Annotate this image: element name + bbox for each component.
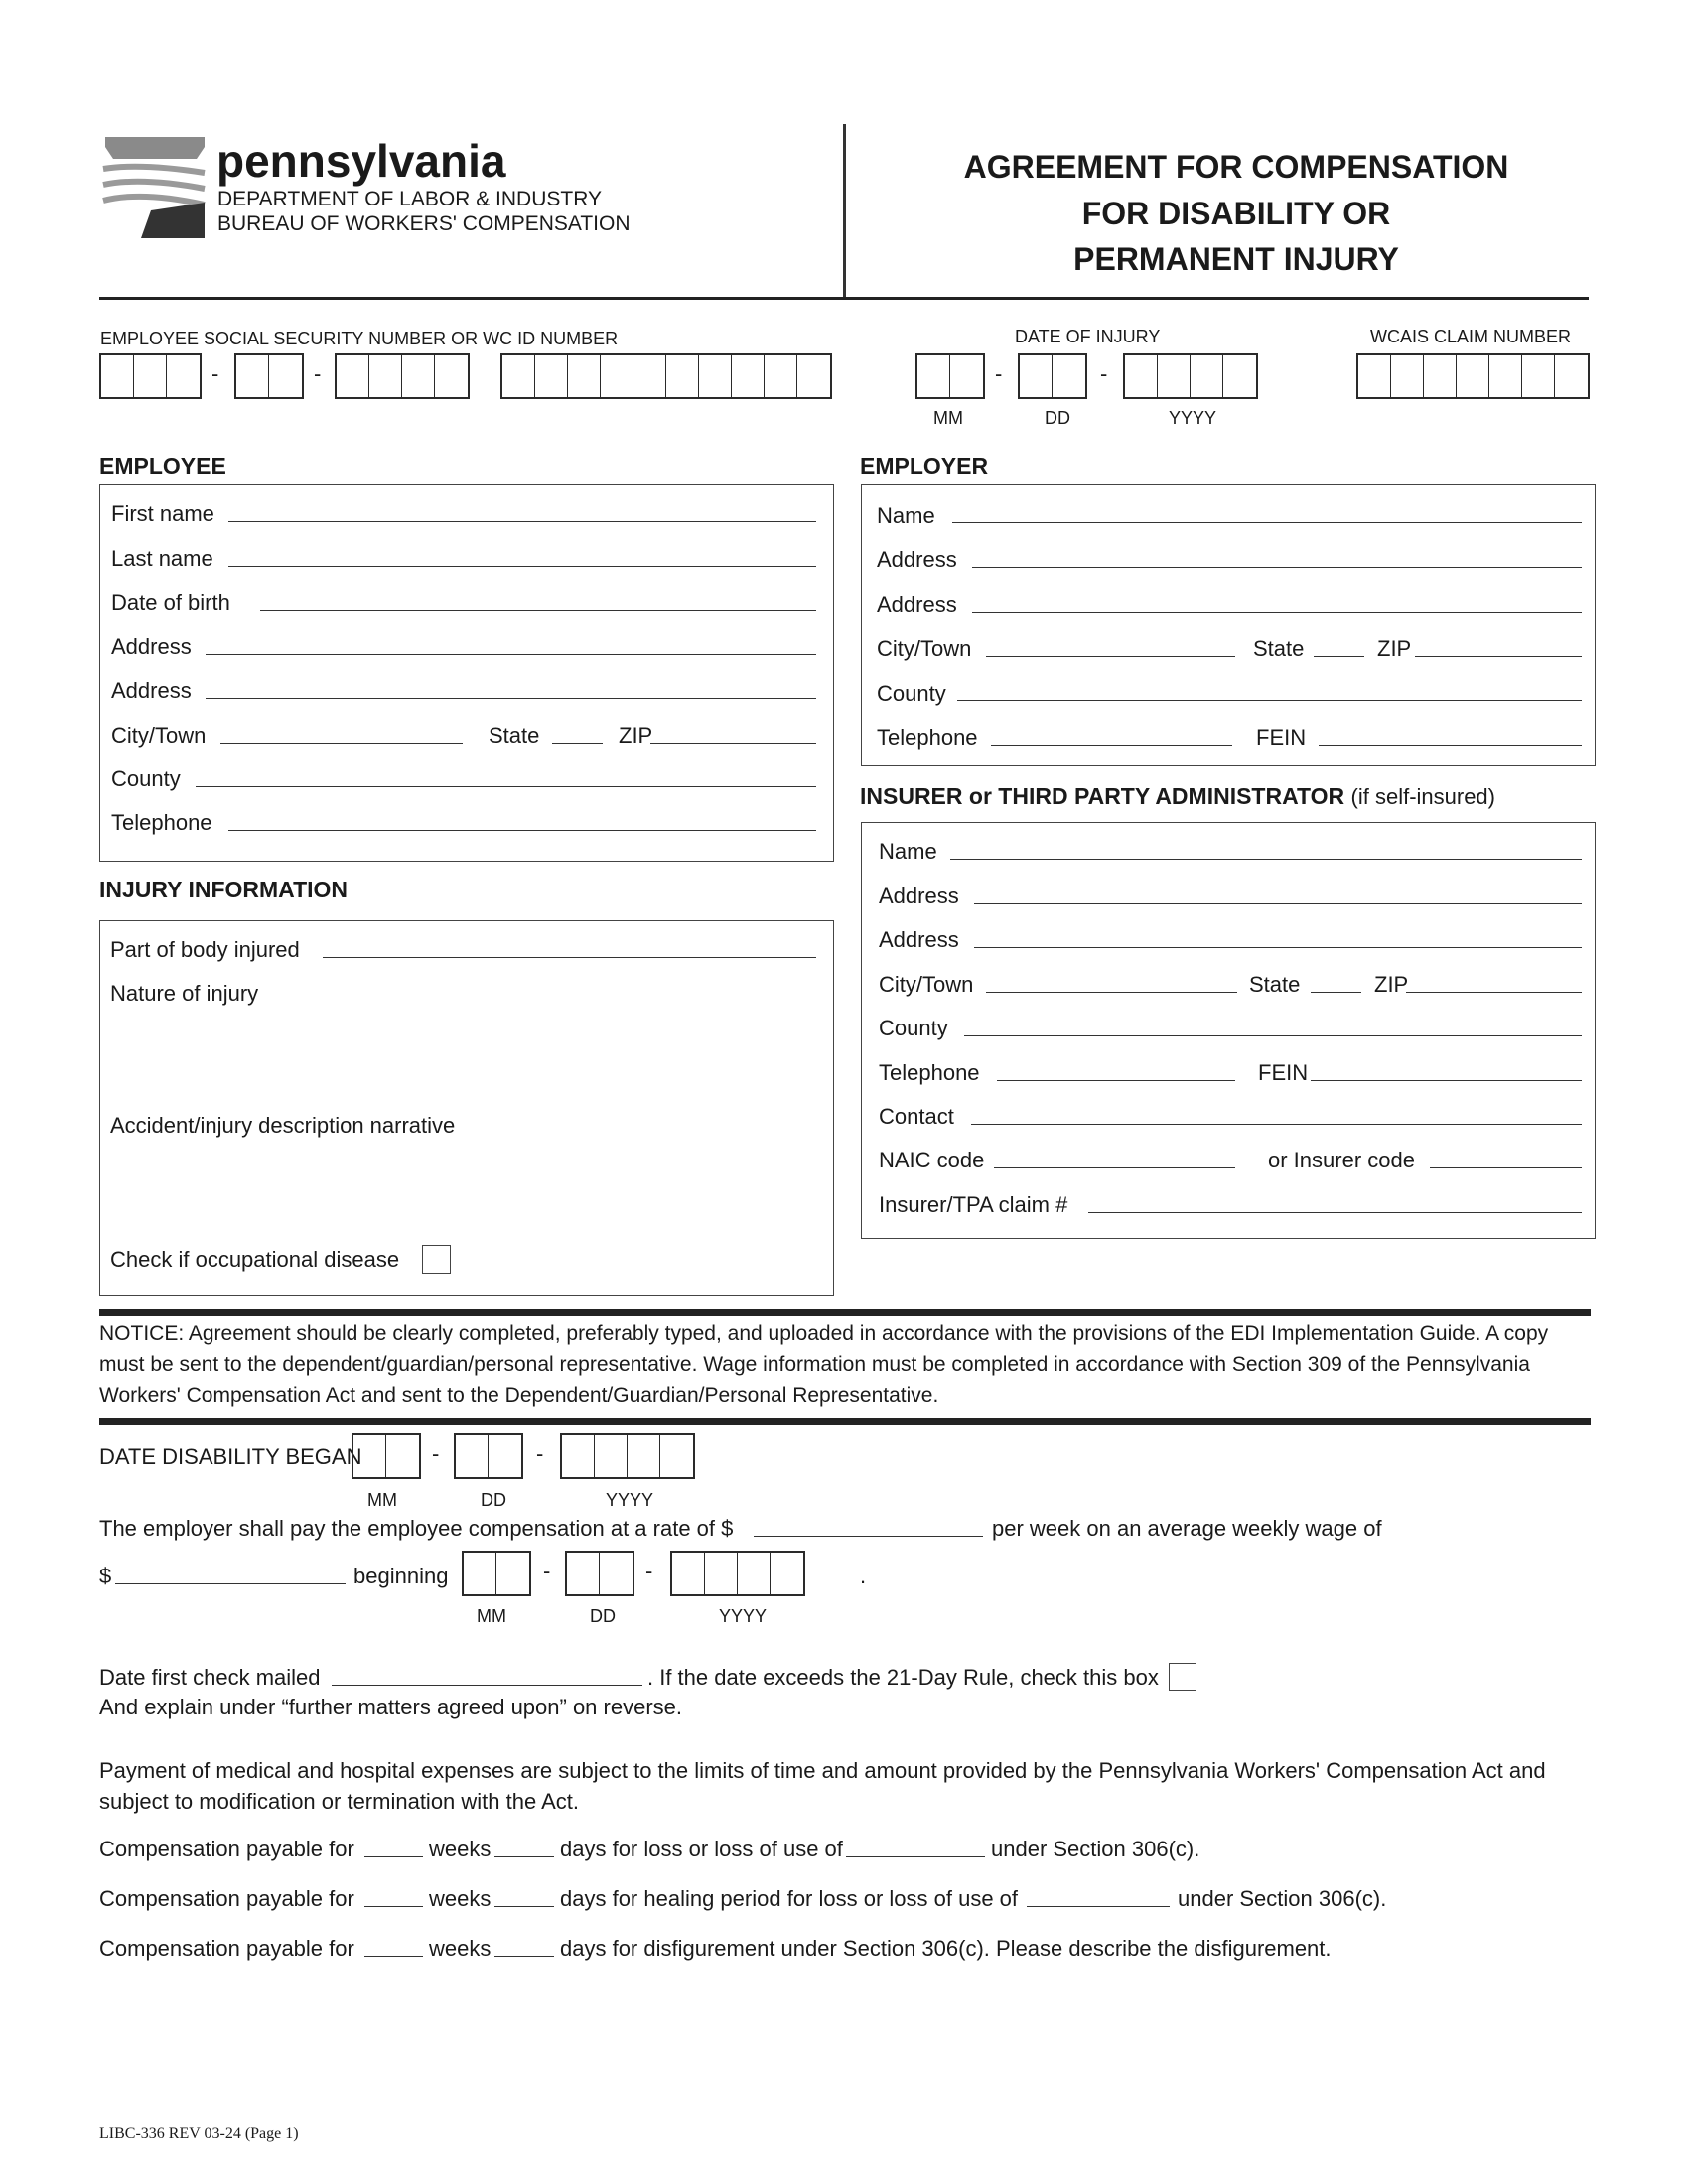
keystone-logo bbox=[101, 133, 209, 242]
employer-heading: EMPLOYER bbox=[860, 453, 989, 478]
employee-zip-input[interactable] bbox=[650, 743, 816, 744]
employee-dob-input[interactable] bbox=[260, 610, 816, 611]
first-check-input[interactable] bbox=[332, 1685, 642, 1686]
twenty-one-day-text: . If the date exceeds the 21-Day Rule, check this box bbox=[647, 1665, 1159, 1690]
comp2-section-text: under Section 306(c). bbox=[1178, 1886, 1387, 1911]
insurer-contact-label: Contact bbox=[879, 1104, 954, 1129]
employee-address1-label: Address bbox=[111, 634, 192, 659]
bureau-name: BUREAU OF WORKERS' COMPENSATION bbox=[217, 212, 631, 235]
employee-section bbox=[99, 484, 834, 862]
weekly-wage-text: per week on an average weekly wage of bbox=[992, 1516, 1382, 1541]
date-of-injury-label: DATE OF INJURY bbox=[1015, 327, 1161, 346]
date-dash: - bbox=[995, 361, 1003, 386]
comp2-days-input[interactable] bbox=[494, 1906, 554, 1907]
beginning-day-input[interactable] bbox=[565, 1551, 634, 1596]
weeks-label: weeks bbox=[429, 1886, 492, 1911]
employee-county-input[interactable] bbox=[196, 786, 816, 787]
comp-rate-text: The employer shall pay the employee compensation at a rate of $ bbox=[99, 1516, 734, 1541]
form-title-line3: PERMANENT INJURY bbox=[1073, 241, 1399, 277]
employee-address2-input[interactable] bbox=[206, 698, 816, 699]
date-dash: - bbox=[432, 1441, 440, 1466]
insurer-address2-input[interactable] bbox=[974, 947, 1582, 948]
insurer-code-input[interactable] bbox=[1430, 1167, 1582, 1168]
ssn-dash: - bbox=[314, 361, 322, 386]
employee-address2-label: Address bbox=[111, 678, 192, 703]
mm-label: MM bbox=[477, 1606, 506, 1626]
tpa-claim-input[interactable] bbox=[1088, 1212, 1582, 1213]
comp2-days-text: days for healing period for loss or loss of use of bbox=[560, 1886, 1019, 1911]
ssn-part2-input[interactable] bbox=[234, 353, 304, 399]
first-check-label: Date first check mailed bbox=[99, 1665, 321, 1690]
insurer-city-input[interactable] bbox=[986, 992, 1237, 993]
notice-rule-top bbox=[99, 1309, 1591, 1316]
injury-year-input[interactable] bbox=[1123, 353, 1258, 399]
body-part-input[interactable] bbox=[323, 957, 816, 958]
naic-code-input[interactable] bbox=[994, 1167, 1235, 1168]
comp1-loss-input[interactable] bbox=[846, 1856, 985, 1857]
period-mark: . bbox=[860, 1564, 867, 1588]
employee-address1-input[interactable] bbox=[206, 654, 816, 655]
dd-label: DD bbox=[590, 1606, 616, 1626]
explain-text: And explain under “further matters agreed upon” on reverse. bbox=[99, 1695, 682, 1719]
insurer-name-label: Name bbox=[879, 839, 937, 864]
employee-dob-label: Date of birth bbox=[111, 590, 230, 614]
header-rule bbox=[99, 297, 1589, 300]
dd-label: DD bbox=[1045, 408, 1070, 428]
form-title-line2: FOR DISABILITY OR bbox=[1081, 196, 1391, 231]
ssn-label: EMPLOYEE SOCIAL SECURITY NUMBER OR WC ID NUMBER bbox=[100, 329, 619, 348]
insurer-county-label: County bbox=[879, 1016, 948, 1040]
date-disability-label: DATE DISABILITY BEGAN bbox=[99, 1444, 362, 1469]
comp-payable-label: Compensation payable for bbox=[99, 1837, 354, 1861]
insurer-city-label: City/Town bbox=[879, 972, 974, 997]
mm-label: MM bbox=[367, 1490, 397, 1510]
employer-name-label: Name bbox=[877, 503, 935, 528]
employer-telephone-input[interactable] bbox=[991, 745, 1232, 746]
employee-telephone-input[interactable] bbox=[228, 830, 816, 831]
employer-county-input[interactable] bbox=[957, 700, 1582, 701]
employer-name-input[interactable] bbox=[952, 522, 1582, 523]
insurer-address2-label: Address bbox=[879, 927, 959, 952]
insurer-county-input[interactable] bbox=[964, 1035, 1582, 1036]
yyyy-label: YYYY bbox=[1169, 408, 1217, 428]
employee-first-name-input[interactable] bbox=[228, 521, 816, 522]
tpa-claim-label: Insurer/TPA claim # bbox=[879, 1192, 1068, 1217]
weeks-label: weeks bbox=[429, 1837, 492, 1861]
comp1-days-text: days for loss or loss of use of bbox=[560, 1837, 843, 1861]
naic-code-label: NAIC code bbox=[879, 1148, 985, 1172]
beginning-year-input[interactable] bbox=[670, 1551, 805, 1596]
ssn-part1-input[interactable] bbox=[99, 353, 202, 399]
insurer-address1-label: Address bbox=[879, 884, 959, 908]
employee-state-label: State bbox=[489, 723, 540, 748]
comp-payable-label: Compensation payable for bbox=[99, 1886, 354, 1911]
employee-telephone-label: Telephone bbox=[111, 810, 212, 835]
employer-city-label: City/Town bbox=[877, 636, 972, 661]
yyyy-label: YYYY bbox=[606, 1490, 654, 1510]
comp2-weeks-input[interactable] bbox=[364, 1906, 423, 1907]
comp3-days-input[interactable] bbox=[494, 1956, 554, 1957]
comp2-loss-input[interactable] bbox=[1027, 1906, 1170, 1907]
insurer-address1-input[interactable] bbox=[974, 903, 1582, 904]
comp1-days-input[interactable] bbox=[494, 1856, 554, 1857]
insurer-telephone-input[interactable] bbox=[997, 1080, 1235, 1081]
state-name: pennsylvania bbox=[216, 135, 506, 187]
employer-address2-label: Address bbox=[877, 592, 957, 616]
employee-first-name-label: First name bbox=[111, 501, 214, 526]
employee-zip-label: ZIP bbox=[619, 723, 653, 748]
date-dash: - bbox=[543, 1559, 551, 1583]
employer-zip-input[interactable] bbox=[1415, 656, 1582, 657]
twenty-one-day-checkbox[interactable] bbox=[1169, 1663, 1196, 1691]
occupational-disease-label: Check if occupational disease bbox=[110, 1247, 400, 1272]
header-divider bbox=[843, 124, 846, 298]
insurer-section bbox=[861, 822, 1596, 1239]
comp3-days-text: days for disfigurement under Section 306(c). Please describe the disfigurement. bbox=[560, 1936, 1332, 1961]
form-id: LIBC-336 REV 03-24 (Page 1) bbox=[99, 2125, 299, 2142]
insurer-zip-input[interactable] bbox=[1406, 992, 1582, 993]
employer-city-input[interactable] bbox=[986, 656, 1235, 657]
ssn-part3-input[interactable] bbox=[335, 353, 470, 399]
medical-expenses-text: Payment of medical and hospital expenses are subject to the limits of time and amount provided by the Pennsylvania Workers' Compensation Act and subject to modification or termination with the Act. bbox=[99, 1758, 1546, 1814]
employer-fein-label: FEIN bbox=[1256, 725, 1307, 750]
injury-day-input[interactable] bbox=[1018, 353, 1087, 399]
insurer-fein-label: FEIN bbox=[1258, 1060, 1309, 1085]
employee-last-name-input[interactable] bbox=[228, 566, 816, 567]
insurer-state-label: State bbox=[1249, 972, 1301, 997]
insurer-telephone-label: Telephone bbox=[879, 1060, 980, 1085]
date-dash: - bbox=[536, 1441, 544, 1466]
narrative-label: Accident/injury description narrative bbox=[110, 1113, 456, 1138]
mm-label: MM bbox=[933, 408, 963, 428]
disability-day-input[interactable] bbox=[454, 1433, 523, 1479]
insurer-heading-note: (if self-insured) bbox=[1350, 784, 1495, 809]
disability-month-input[interactable] bbox=[352, 1433, 421, 1479]
date-dash: - bbox=[1100, 361, 1108, 386]
injury-heading: INJURY INFORMATION bbox=[99, 877, 349, 902]
employee-heading: EMPLOYEE bbox=[99, 453, 226, 478]
weeks-label: weeks bbox=[429, 1936, 492, 1961]
nature-of-injury-label: Nature of injury bbox=[110, 981, 259, 1006]
employee-county-label: County bbox=[111, 766, 181, 791]
employer-address1-label: Address bbox=[877, 547, 957, 572]
employee-last-name-label: Last name bbox=[111, 546, 213, 571]
yyyy-label: YYYY bbox=[719, 1606, 768, 1626]
wcais-label: WCAIS CLAIM NUMBER bbox=[1370, 327, 1572, 346]
insurer-heading bbox=[860, 782, 1495, 811]
insurer-state-input[interactable] bbox=[1311, 992, 1361, 993]
occupational-disease-checkbox[interactable] bbox=[422, 1245, 451, 1274]
comp1-weeks-input[interactable] bbox=[364, 1856, 423, 1857]
employee-city-input[interactable] bbox=[220, 743, 463, 744]
insurer-fein-input[interactable] bbox=[1311, 1080, 1582, 1081]
ssn-dash: - bbox=[211, 361, 219, 386]
insurer-contact-input[interactable] bbox=[971, 1124, 1582, 1125]
dd-label: DD bbox=[481, 1490, 506, 1510]
employee-city-label: City/Town bbox=[111, 723, 207, 748]
form-title-line1: AGREEMENT FOR COMPENSATION bbox=[963, 149, 1509, 185]
employer-county-label: County bbox=[877, 681, 946, 706]
dollar-sign: $ bbox=[99, 1564, 112, 1588]
comp-payable-label: Compensation payable for bbox=[99, 1936, 354, 1961]
disability-year-input[interactable] bbox=[560, 1433, 695, 1479]
notice-rule-bottom bbox=[99, 1418, 1591, 1425]
employee-state-input[interactable] bbox=[552, 743, 603, 744]
weekly-wage-input[interactable] bbox=[115, 1583, 346, 1584]
insurer-name-input[interactable] bbox=[950, 859, 1582, 860]
employer-fein-input[interactable] bbox=[1319, 745, 1582, 746]
department-name: DEPARTMENT OF LABOR & INDUSTRY bbox=[217, 188, 603, 210]
employer-state-input[interactable] bbox=[1314, 656, 1364, 657]
notice-text: NOTICE: Agreement should be clearly completed, preferably typed, and uploaded in accordance with the provisions of the EDI Implementation Guide. A copy must be sent to the dependent/guardian/personal representative. Wage information must be completed in accordance with Section 309 of the Pennsylvania Workers' Compensation Act and sent to the Dependent/Guardian/Personal Representative. bbox=[99, 1322, 1549, 1407]
beginning-label: beginning bbox=[353, 1564, 449, 1588]
comp3-weeks-input[interactable] bbox=[364, 1956, 423, 1957]
date-dash: - bbox=[645, 1559, 653, 1583]
insurer-code-label: or Insurer code bbox=[1268, 1148, 1415, 1172]
injury-month-input[interactable] bbox=[915, 353, 985, 399]
employer-state-label: State bbox=[1253, 636, 1305, 661]
wc-id-input[interactable] bbox=[500, 353, 832, 399]
employer-address2-input[interactable] bbox=[972, 612, 1582, 613]
comp-rate-input[interactable] bbox=[754, 1536, 983, 1537]
injury-section bbox=[99, 920, 834, 1296]
wcais-claim-input[interactable] bbox=[1356, 353, 1590, 399]
employer-telephone-label: Telephone bbox=[877, 725, 978, 750]
employer-address1-input[interactable] bbox=[972, 567, 1582, 568]
body-part-label: Part of body injured bbox=[110, 937, 300, 962]
insurer-zip-label: ZIP bbox=[1374, 972, 1409, 997]
comp1-section-text: under Section 306(c). bbox=[991, 1837, 1200, 1861]
insurer-heading-text: INSURER or THIRD PARTY ADMINISTRATOR bbox=[860, 783, 1345, 809]
employer-zip-label: ZIP bbox=[1377, 636, 1412, 661]
beginning-month-input[interactable] bbox=[462, 1551, 531, 1596]
